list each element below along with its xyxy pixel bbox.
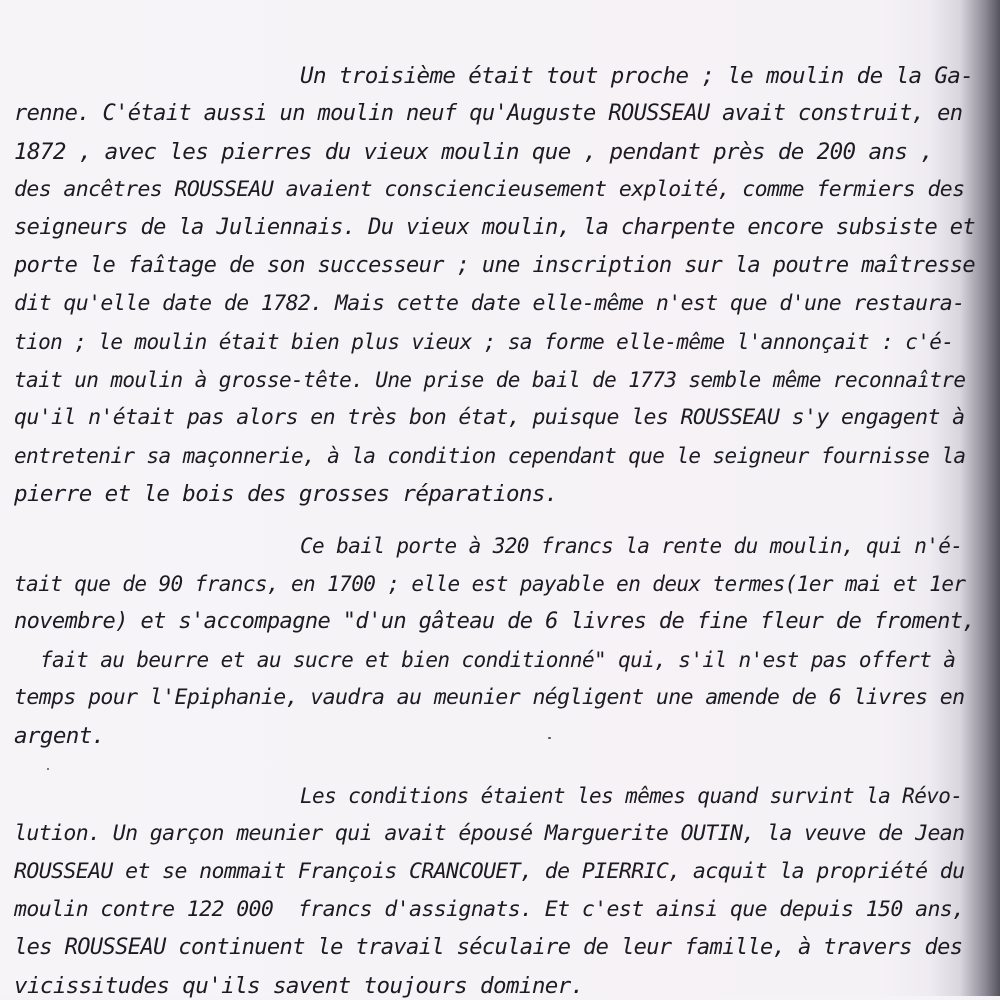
text-line: tion ; le moulin était bien plus vieux ; sa forme elle-même l'annonçait : c'é- bbox=[14, 330, 954, 354]
text-line: 1872 , avec les pierres du vieux moulin que , pendant près de 200 ans , bbox=[14, 139, 934, 165]
text-line: lution. Un garçon meunier qui avait épousé Marguerite OUTIN, la veuve de Jean bbox=[14, 821, 965, 846]
text-line: ROUSSEAU et se nommait François CRANCOUET, de PIERRIC, acquit la propriété du bbox=[14, 859, 965, 884]
text-line: pierre et le bois des grosses réparations. bbox=[14, 481, 558, 507]
text-line: qu'il n'était pas alors en très bon état, puisque les ROUSSEAU s'y engagent à bbox=[14, 405, 965, 430]
text-line: novembre) et s'accompagne "d'un gâteau de 6 livres de fine fleur de froment, bbox=[14, 609, 976, 634]
scan-speck bbox=[47, 768, 49, 770]
text-line: Les conditions étaient les mêmes quand survint la Révo- bbox=[300, 784, 963, 808]
text-line: temps pour l'Epiphanie, vaudra au meunier négligent une amende de 6 livres en bbox=[14, 685, 965, 710]
text-line: entretenir sa maçonnerie, à la condition cependant que le seigneur fournisse la bbox=[14, 444, 966, 468]
text-line: porte le faîtage de son successeur ; une inscription sur la poutre maîtresse bbox=[14, 253, 976, 278]
scan-speck bbox=[548, 737, 551, 739]
text-line: renne. C'était aussi un moulin neuf qu'Auguste ROUSSEAU avait construit, en bbox=[14, 101, 963, 126]
text-line: Un troisième était tout proche ; le moulin de la Ga- bbox=[300, 63, 974, 89]
text-line: seigneurs de la Juliennais. Du vieux moulin, la charpente encore subsiste et bbox=[14, 215, 976, 240]
text-line: tait que de 90 francs, en 1700 ; elle est payable en deux termes(1er mai et 1er bbox=[14, 572, 966, 596]
text-line: les ROUSSEAU continuent le travail séculaire de leur famille, à travers des bbox=[14, 935, 963, 960]
text-line: dit qu'elle date de 1782. Mais cette date elle-même n'est que d'une restaura- bbox=[14, 291, 965, 316]
text-line: tait un moulin à grosse-tête. Une prise de bail de 1773 semble même reconnaître bbox=[14, 368, 966, 392]
text-line: fait au beurre et au sucre et bien conditionné" qui, s'il n'est pas offert à bbox=[40, 648, 956, 672]
text-line: moulin contre 122 000 francs d'assignats. Et c'est ainsi que depuis 150 ans, bbox=[14, 897, 965, 922]
text-line: argent. bbox=[14, 723, 105, 749]
text-line: des ancêtres ROUSSEAU avaient consciencieusement exploité, comme fermiers des bbox=[14, 177, 965, 202]
text-line: Ce bail porte à 320 francs la rente du moulin, qui n'é- bbox=[300, 534, 963, 558]
text-line: vicissitudes qu'ils savent toujours dominer. bbox=[14, 973, 584, 999]
